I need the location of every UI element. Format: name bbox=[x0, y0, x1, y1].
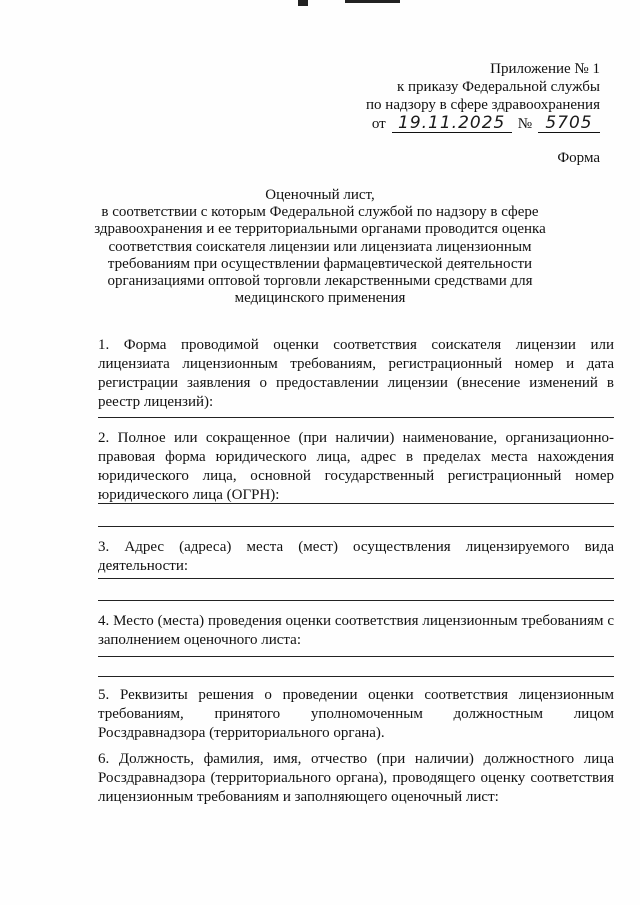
order-date-number bbox=[340, 114, 600, 133]
handwritten-number: 5705 bbox=[538, 114, 600, 133]
section-text: 5. Реквизиты решения о проведении оценки соответствия лицензионным требованиям, принятого уполномоченным должностным лицом Росздравнадзора (территориального органа). bbox=[98, 687, 614, 741]
section-text: 6. Должность, фамилия, имя, отчество (при наличии) должностного лица Росздравнадзора (территориального органа), проводящего оценку соответствия лицензионным требованиям и заполняющего оценочный лист: bbox=[98, 751, 614, 805]
section-text: 2. Полное или сокращенное (при наличии) наименование, организационно-правовая форма юридического лица, адрес в пределах места нахождения юридического лица, основной государственный регистрационный номер юридического лица (ОГРН): bbox=[98, 430, 614, 503]
section-2 bbox=[98, 429, 614, 505]
scan-artifact bbox=[345, 0, 400, 3]
document-title bbox=[80, 187, 560, 307]
section-text: 1. Форма проводимой оценки соответствия соискателя лицензии или лицензиата лицензионным требованиям, регистрационный номер и дата регистрации заявления о предоставлении лицензии (внесение изменений в реестр лицензий): bbox=[98, 337, 614, 410]
fill-line bbox=[98, 656, 614, 657]
form-label: Форма bbox=[557, 150, 600, 166]
section-4 bbox=[98, 612, 614, 650]
scan-artifact bbox=[298, 0, 308, 6]
service-line: по надзору в сфере здравоохранения bbox=[366, 97, 600, 113]
section-1 bbox=[98, 336, 614, 412]
fill-line bbox=[98, 503, 614, 504]
section-6 bbox=[98, 750, 614, 807]
handwritten-date: 19.11.2025 bbox=[392, 114, 512, 133]
title-heading: Оценочный лист, bbox=[265, 187, 375, 203]
section-text: 3. Адрес (адреса) места (мест) осуществления лицензируемого вида деятельности: bbox=[98, 539, 614, 574]
fill-line bbox=[98, 600, 614, 601]
section-5 bbox=[98, 686, 614, 743]
title-body: в соответствии с которым Федеральной службой по надзору в сфере здравоохранения и ее территориальными органами проводится оценка соответствия соискателя лицензии или лицензиата лицензионным требованиям при осуществлении фармацевтической деятельности организациями оптовой торговли лекарственными средствами для медицинского применения bbox=[94, 204, 546, 307]
appendix-header bbox=[340, 60, 600, 133]
date-prefix: от bbox=[371, 116, 386, 132]
fill-line bbox=[98, 526, 614, 527]
fill-line bbox=[98, 417, 614, 418]
fill-line bbox=[98, 676, 614, 677]
number-prefix: № bbox=[517, 116, 532, 132]
appendix-label: Приложение № 1 bbox=[490, 61, 600, 77]
fill-line bbox=[98, 578, 614, 579]
section-3 bbox=[98, 538, 614, 576]
order-line: к приказу Федеральной службы bbox=[396, 79, 600, 95]
section-text: 4. Место (места) проведения оценки соответствия лицензионным требованиям с заполнением оценочного листа: bbox=[98, 613, 614, 648]
